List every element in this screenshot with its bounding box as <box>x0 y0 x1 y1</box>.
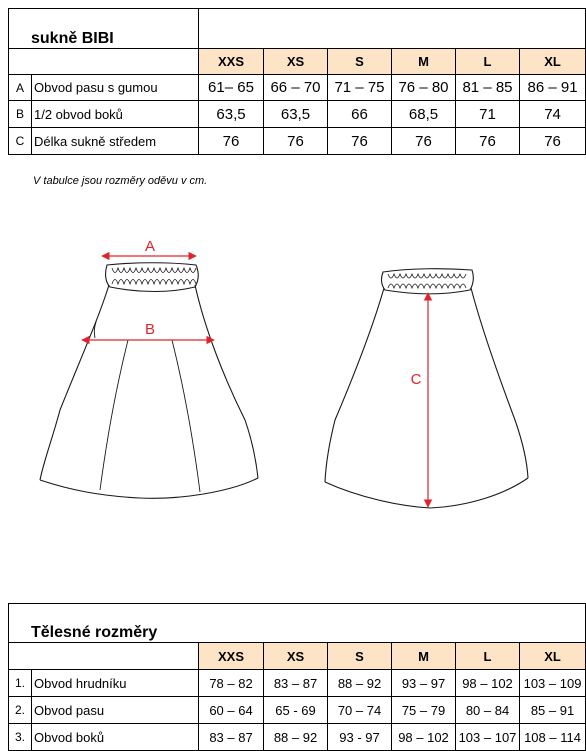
body-size-table <box>8 603 586 751</box>
front-panel-seam-right <box>172 340 200 492</box>
cell-value: 76 <box>456 128 520 155</box>
size-header-xs: XS <box>264 49 328 75</box>
skirt-front-drawing <box>40 263 258 499</box>
size-header-xl: XL <box>520 643 586 670</box>
row-label: Obvod pasu <box>32 697 199 724</box>
cell-value: 63,5 <box>199 101 264 128</box>
front-left-side <box>40 285 109 480</box>
row-label: Délka sukně středem <box>32 128 199 155</box>
cell-value: 65 - 69 <box>264 697 328 724</box>
measure-label-b: B <box>144 321 156 338</box>
front-panel-seam-left <box>100 340 128 490</box>
cell-value: 103 – 109 <box>520 670 586 697</box>
cell-value: 76 – 80 <box>392 75 456 101</box>
front-waistband <box>106 263 199 292</box>
size-header-xxs: XXS <box>199 49 264 75</box>
cell-value: 70 – 74 <box>328 697 392 724</box>
size-header-xl: XL <box>520 49 586 75</box>
cell-value: 76 <box>520 128 586 155</box>
front-hem <box>40 478 258 498</box>
garment-table-title: sukně BIBI <box>9 9 199 49</box>
size-header-s: S <box>328 49 392 75</box>
cell-value: 75 – 79 <box>392 697 456 724</box>
cell-value: 103 – 107 <box>456 724 520 751</box>
back-right-side <box>471 288 528 478</box>
row-index: A <box>9 75 32 101</box>
size-header-m: M <box>392 49 456 75</box>
cell-value: 86 – 91 <box>520 75 586 101</box>
body-table-title: Tělesné rozměry <box>9 604 586 643</box>
cell-value: 76 <box>392 128 456 155</box>
cell-value: 60 – 64 <box>199 697 264 724</box>
cell-value: 88 – 92 <box>264 724 328 751</box>
cell-value: 71 – 75 <box>328 75 392 101</box>
table-row <box>9 724 586 751</box>
row-index: 3. <box>9 724 32 751</box>
cell-value: 98 – 102 <box>456 670 520 697</box>
cell-value: 78 – 82 <box>199 670 264 697</box>
size-header-l: L <box>456 643 520 670</box>
cell-value: 93 - 97 <box>328 724 392 751</box>
measurement-markers <box>82 256 428 507</box>
measure-label-a: A <box>144 238 156 255</box>
measurement-note: V tabulce jsou rozměry oděvu v cm. <box>33 175 208 187</box>
cell-value: 108 – 114 <box>520 724 586 751</box>
row-index: B <box>9 101 32 128</box>
cell-value: 81 – 85 <box>456 75 520 101</box>
row-label: Obvod pasu s gumou <box>32 75 199 101</box>
body-header-blank <box>9 643 199 670</box>
cell-value: 66 – 70 <box>264 75 328 101</box>
cell-value: 80 – 84 <box>456 697 520 724</box>
cell-value: 93 – 97 <box>392 670 456 697</box>
cell-value: 63,5 <box>264 101 328 128</box>
cell-value: 76 <box>199 128 264 155</box>
row-label: Obvod boků <box>32 724 199 751</box>
back-left-side <box>325 288 384 482</box>
cell-value: 83 – 87 <box>199 724 264 751</box>
row-label: Obvod hrudníku <box>32 670 199 697</box>
cell-value: 61– 65 <box>199 75 264 101</box>
cell-value: 88 – 92 <box>328 670 392 697</box>
cell-value: 83 – 87 <box>264 670 328 697</box>
back-waist-gathers <box>388 274 466 288</box>
table-row <box>9 670 586 697</box>
row-index: 2. <box>9 697 32 724</box>
row-index: 1. <box>9 670 32 697</box>
cell-value: 76 <box>264 128 328 155</box>
cell-value: 85 – 91 <box>520 697 586 724</box>
cell-value: 74 <box>520 101 586 128</box>
size-header-xxs: XXS <box>199 643 264 670</box>
skirt-back-drawing <box>325 269 528 508</box>
row-index: C <box>9 128 32 155</box>
size-header-l: L <box>456 49 520 75</box>
front-waist-gathers <box>112 268 196 284</box>
size-header-xs: XS <box>264 643 328 670</box>
cell-value: 71 <box>456 101 520 128</box>
measure-label-c: C <box>410 371 422 388</box>
back-waistband <box>382 269 474 294</box>
front-right-side <box>195 285 258 478</box>
cell-value: 98 – 102 <box>392 724 456 751</box>
table-row <box>9 697 586 724</box>
cell-value: 76 <box>328 128 392 155</box>
size-header-m: M <box>392 643 456 670</box>
size-header-s: S <box>328 643 392 670</box>
cell-value: 66 <box>328 101 392 128</box>
cell-value: 68,5 <box>392 101 456 128</box>
back-hem <box>325 478 528 508</box>
row-label: 1/2 obvod boků <box>32 101 199 128</box>
